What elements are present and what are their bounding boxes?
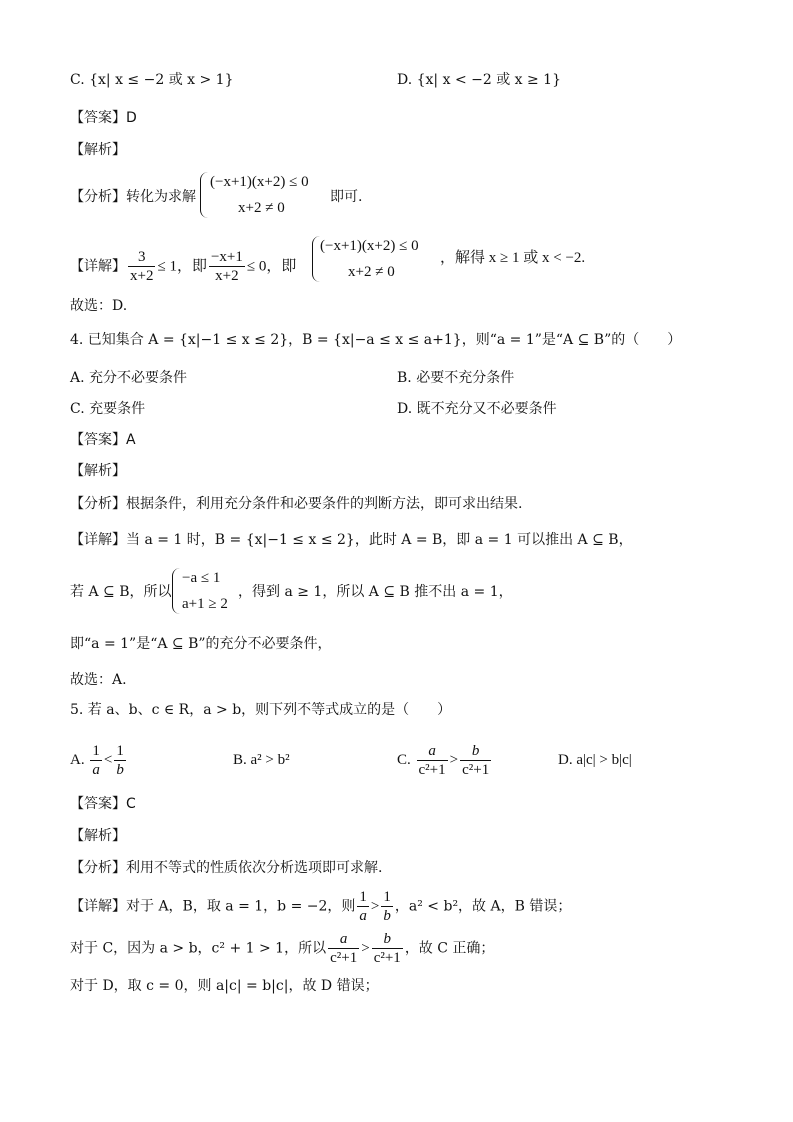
q5-option-a-label: A. [70,751,85,768]
q3-detail-line [70,248,296,285]
fraction-numerator: 1 [383,889,391,905]
fraction-numerator: 1 [116,743,124,759]
q3-detail-prefix: 【详解】 [70,258,126,275]
fraction [114,742,126,779]
fraction-numerator: b [372,930,403,949]
q3-answer: 【答案】D [70,110,137,126]
q5-jiexi-heading: 【解析】 [70,828,126,844]
fraction-numerator: 1 [92,743,100,759]
fraction-numerator: a [328,930,359,949]
q3-jiexi-heading: 【解析】 [70,142,126,158]
fraction-numerator: 3 [128,248,155,267]
q4-option-a: A. 充分不必要条件 [70,370,188,386]
fraction-numerator: a [417,742,448,761]
q4-detail2-prefix: 若 A ⊆ B，所以 [70,584,172,600]
fraction [90,742,102,779]
q4-detail2-suffix: ，得到 a ≥ 1，所以 A ⊆ B 推不出 a = 1， [238,584,513,600]
q4-analysis: 【分析】根据条件，利用充分条件和必要条件的判断方法，即可求出结果. [70,496,523,512]
q3-detail-text1: ≤ 1，即 [157,258,207,275]
q4-detail-line3: 即“a = 1”是“A ⊆ B”的充分不必要条件， [70,636,332,652]
fraction [209,248,245,285]
q4-option-d: D. 既不充分又不必要条件 [397,401,557,417]
q5-option-c-label: C. [397,751,411,768]
fraction [417,742,448,779]
q3-option-d: D. {x| x < −2 或 x ≥ 1} [397,72,562,88]
q5-detail1-prefix: 【详解】对于 A，B，取 a = 1，b = −2，则 [70,898,356,915]
q5-detail-line1 [70,888,571,925]
fraction [460,742,491,779]
q5-detail-line3: 对于 D，取 c = 0，则 a|c| = b|c|，故 D 错误； [70,978,379,994]
fraction-denominator: c²+1 [462,762,490,778]
q3-analysis-line2: x+2 ≠ 0 [238,200,285,216]
q3-detail-sys1: (−x+1)(x+2) ≤ 0 [320,238,419,254]
q3-detail-text2: ≤ 0，即 [246,258,297,275]
fraction-numerator: −x+1 [210,249,243,265]
fraction [128,248,155,285]
q4-answer: 【答案】A [70,432,136,448]
fraction-numerator: b [460,742,491,761]
q4-detail2-sys1: −a ≤ 1 [182,570,221,586]
q5-analysis: 【分析】利用不等式的性质依次分析选项即可求解. [70,860,383,876]
fraction [381,888,393,925]
fraction-denominator: c²+1 [330,950,358,966]
q5-detail1-operator: > [370,898,380,915]
q3-analysis-suffix: 即可. [330,189,363,205]
q4-option-b: B. 必要不充分条件 [397,370,515,386]
q4-detail-line1: 【详解】当 a = 1 时，B = {x|−1 ≤ x ≤ 2}，此时 A = B，即 a = 1 可以推出 A ⊆ B， [70,532,633,548]
q5-stem: 5. 若 a、b、c ∈ R，a > b，则下列不等式成立的是（ ） [70,702,452,718]
q3-detail-sys2: x+2 ≠ 0 [348,264,395,280]
q3-analysis-prefix: 【分析】转化为求解 [70,189,196,205]
q3-analysis-line1: (−x+1)(x+2) ≤ 0 [210,174,309,190]
fraction-denominator: a [92,762,100,778]
q5-option-c [397,742,493,779]
q4-jiexi-heading: 【解析】 [70,463,126,479]
fraction-denominator: b [383,908,391,924]
fraction-denominator: x+2 [215,268,239,284]
fraction-numerator: 1 [359,889,367,905]
q4-detail2-sys2: a+1 ≥ 2 [182,596,228,612]
q3-option-c: C. {x| x ≤ −2 或 x > 1} [70,72,234,88]
q5-option-a-operator: < [103,751,113,768]
q4-option-c: C. 充要条件 [70,401,146,417]
q5-detail1-suffix: ，a² < b²，故 A，B 错误； [394,898,572,915]
fraction [357,888,369,925]
q5-option-c-operator: > [449,751,459,768]
fraction-denominator: a [359,908,367,924]
q5-detail-line2 [70,930,494,967]
q5-answer: 【答案】C [70,796,136,812]
fraction-denominator: b [116,762,124,778]
fraction-denominator: c²+1 [373,950,401,966]
q3-conclusion: 故选：D. [70,298,128,314]
fraction [372,930,403,967]
q4-conclusion: 故选：A. [70,672,127,688]
q4-stem: 4. 已知集合 A = {x|−1 ≤ x ≤ 2}，B = {x|−a ≤ x ≤ a+1}，则“a = 1”是“A ⊆ B”的（ ） [70,332,682,348]
q5-option-b: B. a² > b² [233,752,290,768]
fraction-denominator: c²+1 [418,762,446,778]
q5-detail2-operator: > [361,940,370,957]
fraction-denominator: x+2 [130,268,154,284]
q3-detail-result: ，解得 x ≥ 1 或 x < −2. [440,250,586,266]
q5-detail2-suffix: ，故 C 正确； [404,940,495,957]
q5-detail2-prefix: 对于 C，因为 a > b，c² + 1 > 1，所以 [70,940,327,957]
q5-option-a [70,742,128,779]
q5-option-d: D. a|c| > b|c| [558,752,632,768]
fraction [328,930,359,967]
